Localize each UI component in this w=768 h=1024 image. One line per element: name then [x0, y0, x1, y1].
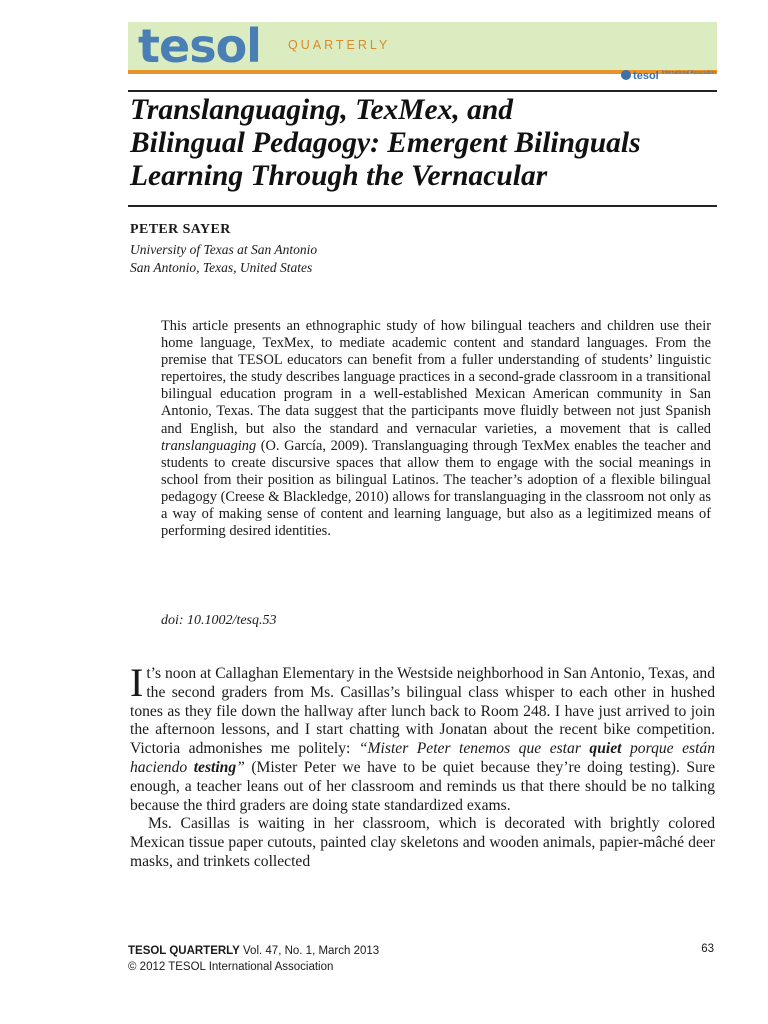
- footer-journal: TESOL QUARTERLY: [128, 945, 240, 957]
- title-line-3: Learning Through the Vernacular: [130, 160, 548, 192]
- body-paragraph-2: Ms. Casillas is waiting in her classroom, which is decorated with brightly colored Mexican tissue paper cutouts, painted clay skeletons and wooden animals, papier-mâché deer masks, and trinkets collected: [130, 815, 715, 870]
- body-p1-a: t’s noon at Callaghan Elementary in the Westside neighborhood in San Antonio, Texas, and the second graders from Ms. Casillas’s bilingual class whisper to each other in hushed tones as they file down the hallway after lunch back to Room 248. I have just arrived to join the afternoon lessons, and I start chatting with Jonatan about the recent bike competition. Victoria admonishes me politely:: [130, 665, 715, 758]
- body-paragraph-1: [130, 660, 716, 815]
- author-affiliation: University of Texas at San Antonio: [130, 242, 318, 257]
- author-location: San Antonio, Texas, United States: [130, 260, 313, 275]
- association-logo-text: tesol: [633, 70, 659, 82]
- tesol-logo: tesol: [138, 19, 261, 73]
- quote-2: porque están haciendo: [130, 740, 716, 776]
- page-number: 63: [701, 943, 714, 955]
- quote-3: ”: [236, 758, 245, 776]
- journal-masthead: [128, 19, 717, 74]
- title-line-1: Translanguaging, TexMex, and: [130, 94, 514, 126]
- drop-cap: I: [130, 660, 144, 705]
- abstract-part-2: (O. García, 2009). Translanguaging through TexMex enables the teacher and students to create discursive spaces that allow them to engage with the social meanings in school from their position as bilingual Latinos. The teacher’s adoption of a flexible bilingual pedagogy (Creese & Blackledge, 2010) allows for translanguaging in the classroom not only as a way of making sense of content and learning language, but also as a legitimized means of performing desired identities.: [161, 437, 711, 540]
- footer-issue: Vol. 47, No. 1, March 2013: [239, 945, 380, 957]
- article-title: [130, 94, 730, 193]
- association-logo: [621, 70, 716, 82]
- doi-link[interactable]: doi: 10.1002/tesq.53: [161, 613, 277, 628]
- body-p1-b: (Mister Peter we have to be quiet because they’re doing testing). Sure enough, a teacher leans out of her classroom and reminds us that there should be no talking because the third graders are doing state standardized exams.: [130, 758, 715, 814]
- abstract: [161, 318, 711, 540]
- quote-2-bold: testing: [193, 758, 237, 776]
- abstract-term: translanguaging: [161, 437, 257, 454]
- quote-1: “Mister Peter tenemos que estar: [358, 740, 590, 758]
- abstract-part-1: This article presents an ethnographic study of how bilingual teachers and children use their home language, TexMex, to mediate academic content and standard languages. From the premise that TESOL educators can benefit from a fuller understanding of students’ linguistic repertoires, the study describes language practices in a second-grade classroom in a transitional bilingual education program in a well-established Mexican American community in San Antonio, Texas. The data suggest that the participants move fluidly between not just Spanish and English, but also the standard and vernacular varieties, a movement that is called: [161, 318, 711, 437]
- quarterly-label: QUARTERLY: [288, 38, 391, 52]
- author-name: PETER SAYER: [130, 222, 231, 237]
- title-line-2: Bilingual Pedagogy: Emergent Bilinguals: [130, 127, 641, 159]
- footer-copyright: © 2012 TESOL International Association: [128, 961, 334, 973]
- footer-citation: [128, 943, 379, 975]
- globe-icon: [621, 70, 631, 80]
- title-bottom-rule: [128, 205, 717, 207]
- quote-1-bold: quiet: [589, 740, 622, 758]
- article-body: [130, 660, 716, 872]
- title-top-rule: [128, 90, 717, 92]
- association-logo-small: International Association: [661, 70, 716, 76]
